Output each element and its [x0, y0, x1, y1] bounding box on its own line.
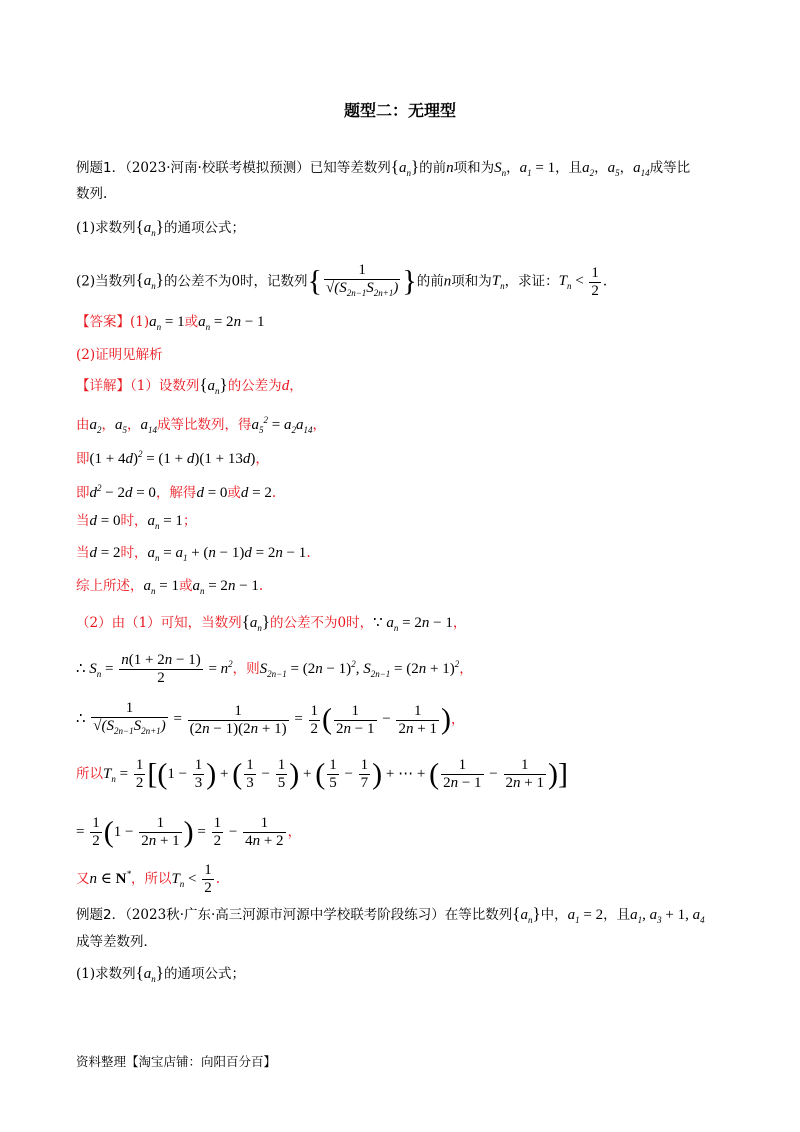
- detail-step9: ∴ $S_n$ = $\frac{n(1 + 2n - 1)}{2}$ = $n^2$，则$S_{2n-1} = (2n - 1)^2$, $S_{2n-1} = (2n + 1)^2$，: [76, 652, 473, 686]
- detail-step13: 又n ∈ N*，所以$T_n$ < $\frac{1}{2}$ .: [76, 862, 221, 896]
- example1-question2: (2)当数列$\{a_n\}$的公差不为0时，记数列{ $\frac{1}{√(S_{2n-1}S_{2n+1})}$ }的前n项和为$T_n$，求证：$T_n$ < $\frac{1}{2}$ .: [76, 262, 608, 299]
- example1-label: 例题1．: [76, 160, 126, 176]
- example2-stem-wrap: 成等差数列．: [76, 934, 157, 950]
- page-title: 题型二：无理型: [343, 101, 456, 120]
- page-footer: 资料整理【淘宝店铺：向阳百分百】: [76, 1054, 277, 1069]
- example2-source: （2023秋·广东·高三河源市河源中学校联考阶段练习）: [125, 907, 445, 923]
- detail-step11: 所以$T_n$ = $\frac{1}{2}$ [(1 − $\frac{1}{3}$ ) + ( $\frac{1}{3}$ − $\frac{1}{5}$ ) + ( $\frac{1}{5}$ − $\frac{1}{7}$ ) + ⋯ + ( $\frac{1}{2n - 1}$ − $\frac{1}{2n + 1}$ )]: [76, 757, 568, 791]
- example2-stem: 例题2．（2023秋·广东·高三河源市河源中学校联考阶段练习）在等比数列$\{a_n\}$中，$a_1 = 2$，且$a_1$, $a_3 + 1$, $a_4$: [76, 904, 705, 925]
- answer-part2: (2)证明见解析: [76, 347, 163, 363]
- example1-stem-wrap: 数列.: [76, 186, 108, 202]
- detail-step4: 即$d^2 - 2d = 0$，解得d = 0或d = 2.: [76, 483, 277, 501]
- example2-label: 例题2．: [76, 907, 126, 923]
- answer-tag: 【答案】: [76, 314, 130, 330]
- answer-line: 【答案】$(1)a_n = 1$或$a_n = 2n - 1$: [76, 314, 265, 332]
- detail-step6: 当d = 2时，$a_n = a_1 + (n - 1)d = 2n - 1$.: [76, 545, 311, 563]
- example2-question1: (1)求数列$\{a_n\}$的通项公式；: [76, 963, 245, 984]
- detail-step5: 当d = 0时，$a_n = 1$；: [76, 513, 197, 531]
- example1-question1: (1)求数列$\{a_n\}$的通项公式；: [76, 217, 245, 238]
- example1-source: （2023·河南·校联考模拟预测）: [125, 160, 310, 176]
- detail-step2: 由$a_2$，$a_5$，$a_{14}$成等比数列，得$a_5^2 = a_2a_{14}$，: [76, 415, 326, 435]
- detail-step7: 综上所述，$a_n = 1$或$a_n = 2n - 1$.: [76, 578, 264, 596]
- example1-stem: 例题1．（2023·河南·校联考模拟预测）已知等差数列$\{a_n\}$的前n项和为$S_n$，$a_1 = 1$，且$a_2$，$a_5$，$a_{14}$成等比: [76, 157, 691, 178]
- detail-step3: 即$(1 + 4d)^2 = (1 + d)(1 + 13d)$，: [76, 449, 269, 467]
- detail-step1: 【详解】（1）设数列$\{a_n\}$的公差为d，: [76, 375, 303, 396]
- detail-step10: ∴ $\frac{1}{√(S_{2n-1}S_{2n+1})}$ = $\frac{1}{(2n - 1)(2n + 1)}$ = $\frac{1}{2}$ ( $\frac{1}{2n - 1}$ − $\frac{1}{2n + 1}$ )，: [76, 700, 465, 737]
- detail-step12: = $\frac{1}{2}$ (1 − $\frac{1}{2n + 1}$ ) = $\frac{1}{2}$ − $\frac{1}{4n + 2}$ ，: [76, 815, 302, 849]
- detail-step8: （2）由（1）可知，当数列$\{a_n\}$的公差不为0时，∵ $a_n = 2n - 1$，: [76, 612, 467, 633]
- detail-tag: 【详解】: [76, 378, 130, 394]
